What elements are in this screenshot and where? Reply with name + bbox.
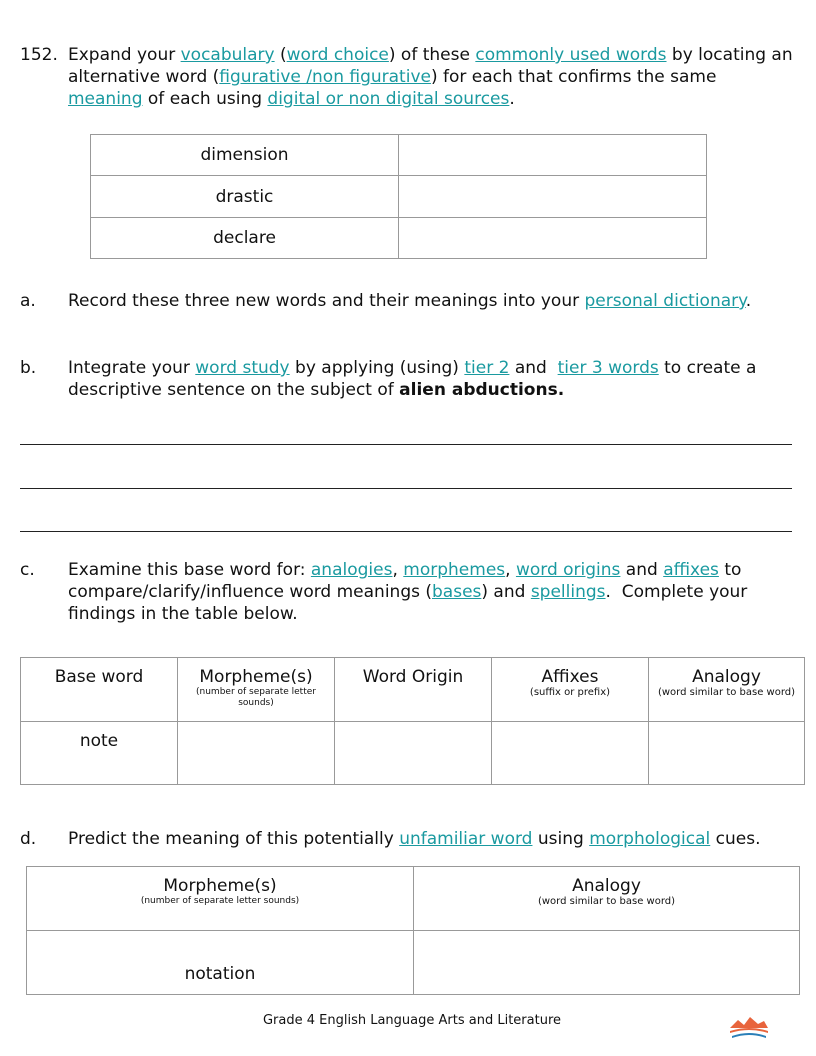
link-analogies[interactable]: analogies [310,560,393,580]
text: Record these three new words and their meanings into your [68,291,585,311]
link-digital-sources[interactable]: digital or non digital sources [267,89,510,109]
answer-cell[interactable] [399,218,707,259]
question-c-text [68,559,747,625]
header-sub: (number of separate letter sounds) [196,687,316,708]
link-tier-3-words[interactable]: tier 3 words [557,358,659,378]
answer-cell[interactable] [178,722,335,785]
text: . [509,89,515,109]
header-label: Analogy [572,876,641,896]
header-morphemes [178,658,335,722]
text: Expand your [68,45,181,65]
text: descriptive sentence on the subject of [68,380,400,400]
header-label: Base word [54,667,144,687]
base-word-table [20,657,805,785]
text: cues. [710,829,761,849]
header-sub: (suffix or prefix) [529,687,611,698]
link-bases[interactable]: bases [432,582,482,602]
word-cell: declare [91,218,399,259]
text: Examine this base word for: [68,560,311,580]
link-unfamiliar-word[interactable]: unfamiliar word [399,829,533,849]
header-analogy [414,867,800,931]
text: alternative word ( [68,67,220,87]
text: . Complete your [605,582,748,602]
question-152-text [68,44,808,110]
answer-line[interactable] [20,444,792,445]
header-label: Morpheme(s) [163,876,277,896]
header-base-word [21,658,178,722]
link-morphological[interactable]: morphological [589,829,711,849]
question-number: 152. [20,45,58,65]
unfamiliar-word-table [26,866,800,995]
question-d-label: d. [20,829,37,849]
answer-cell[interactable] [399,135,707,176]
link-personal-dictionary[interactable]: personal dictionary [584,291,746,311]
text: Predict the meaning of this potentially [68,829,400,849]
question-c-label: c. [20,560,35,580]
text: findings in the table below. [68,604,298,624]
link-word-origins[interactable]: word origins [515,560,621,580]
text: to [718,560,742,580]
header-morphemes [27,867,414,931]
text: Integrate your [68,358,196,378]
subject-bold: alien abductions. [399,380,565,400]
text: by locating an [666,45,793,65]
header-label: Morpheme(s) [199,667,313,687]
question-d-text [68,828,761,850]
answer-cell[interactable] [649,722,805,785]
word-cell: notation [27,931,414,995]
link-morphemes[interactable]: morphemes [403,560,506,580]
text: using [532,829,590,849]
header-sub: (word similar to base word) [537,896,676,907]
text: compare/clarify/influence word meanings ( [68,582,432,602]
question-a-label: a. [20,291,36,311]
text: , [392,560,404,580]
text: of each using [142,89,268,109]
header-word-origin [335,658,492,722]
header-sub: (number of separate letter sounds) [140,896,300,906]
link-spellings[interactable]: spellings [530,582,606,602]
link-vocabulary[interactable]: vocabulary [180,45,275,65]
text: ) and [481,582,531,602]
text: ) for each that confirms the same [430,67,717,87]
text: by applying (using) [289,358,465,378]
link-word-choice[interactable]: word choice [286,45,389,65]
question-b-text [68,357,756,401]
link-word-study[interactable]: word study [195,358,290,378]
publisher-logo-icon [728,1014,770,1042]
link-meaning[interactable]: meaning [68,89,143,109]
link-tier-2[interactable]: tier 2 [464,358,510,378]
answer-cell[interactable] [399,176,707,218]
text: ) of these [388,45,476,65]
question-a-text [68,290,751,312]
answer-cell[interactable] [414,931,800,995]
answer-cell[interactable] [492,722,649,785]
header-sub: (word similar to base word) [657,687,796,698]
text: , [505,560,516,580]
link-figurative[interactable]: figurative /non figurative [219,67,431,87]
question-b-label: b. [20,358,37,378]
header-label: Affixes [541,667,599,687]
text: and [509,358,558,378]
word-cell: drastic [91,176,399,218]
link-affixes[interactable]: affixes [663,560,719,580]
header-affixes [492,658,649,722]
text: to create a [658,358,757,378]
text: . [745,291,752,311]
link-commonly-used-words[interactable]: commonly used words [475,45,667,65]
base-word-cell: note [21,722,178,785]
footer-text: Grade 4 English Language Arts and Literature [262,1013,562,1028]
header-analogy [649,658,805,722]
header-label: Analogy [692,667,761,687]
word-cell: dimension [91,135,399,176]
answer-cell[interactable] [335,722,492,785]
header-label: Word Origin [362,667,464,687]
text: ( [274,45,287,65]
answer-line[interactable] [20,488,792,489]
answer-line[interactable] [20,531,792,532]
text: and [620,560,664,580]
words-table [90,134,707,259]
